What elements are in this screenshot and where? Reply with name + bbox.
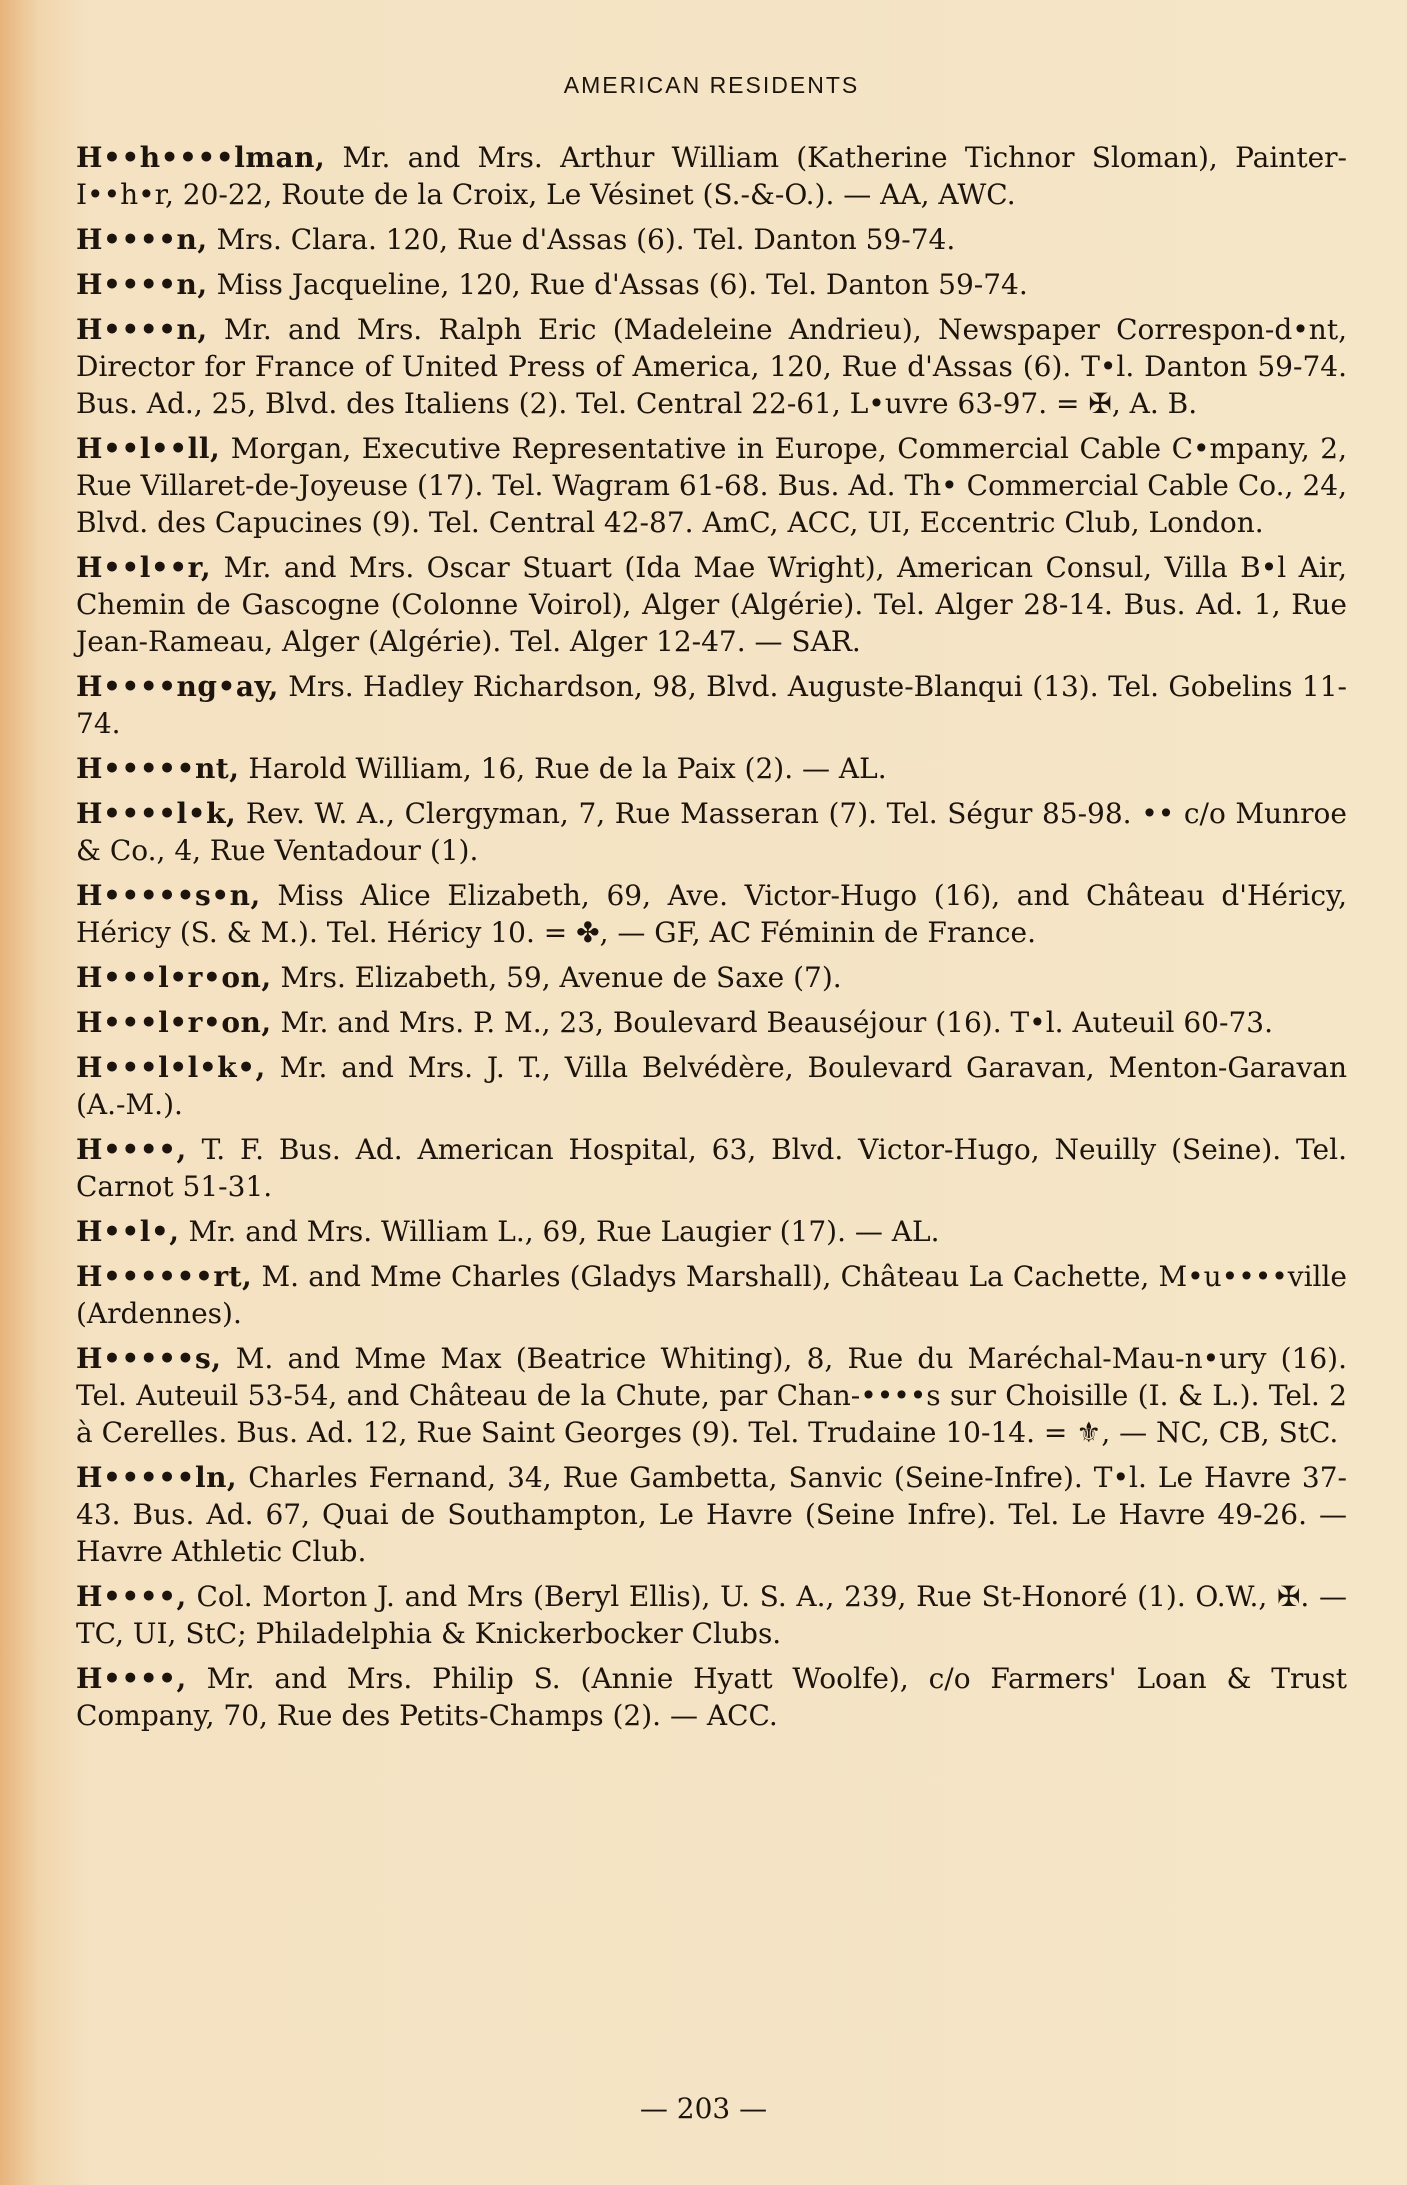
- directory-entry: [76, 795, 1347, 869]
- entry-details: Miss Jacqueline, 120, Rue d'Assas (6). Tel. Danton 59-74.: [216, 268, 1028, 301]
- directory-entry: [76, 221, 1347, 258]
- entry-details: Harold William, 16, Rue de la Paix (2). — AL.: [248, 752, 887, 785]
- entry-details: Mrs. Hadley Richardson, 98, Blvd. Auguste-Blanqui (13). Tel. Gobelins 11-74.: [76, 670, 1347, 740]
- entry-surname: H•••••s•n,: [76, 879, 261, 912]
- entry-surname: H••••l•k,: [76, 797, 237, 830]
- directory-entry: [76, 266, 1347, 303]
- directory-entry: [76, 668, 1347, 742]
- entry-surname: H••••••rt,: [76, 1260, 253, 1293]
- entry-details: Mr. and Mrs. J. T., Villa Belvédère, Boulevard Garavan, Menton-Garavan (A.-M.).: [76, 1051, 1348, 1121]
- directory-entry: [76, 1049, 1347, 1123]
- directory-entry: [76, 877, 1347, 951]
- directory-entry: [76, 1340, 1347, 1451]
- entry-details: Mrs. Elizabeth, 59, Avenue de Saxe (7).: [280, 961, 842, 994]
- directory-entry: [76, 430, 1347, 541]
- entry-surname: H••••n,: [76, 268, 208, 301]
- directory-entry: [76, 139, 1347, 213]
- entry-surname: H•••••s,: [76, 1342, 222, 1375]
- directory-entry: [76, 1004, 1347, 1041]
- entry-surname: H•••••nt,: [76, 752, 240, 785]
- entry-details: Charles Fernand, 34, Rue Gambetta, Sanvic (Seine-Infre). T•l. Le Havre 37-43. Bus. Ad. 67, Quai de Southampton, Le Havre (Seine Infre). Tel. Le Havre 49-26. — Havre Athletic Club.: [76, 1461, 1347, 1568]
- entry-surname: H•••l•r•on,: [76, 1006, 272, 1039]
- entry-surname: H••••,: [76, 1662, 187, 1695]
- directory-entry: [76, 549, 1347, 660]
- entries-list: [76, 139, 1347, 1734]
- entry-surname: H••••n,: [76, 223, 208, 256]
- entry-surname: H••••n,: [76, 313, 208, 346]
- directory-entry: [76, 1131, 1347, 1205]
- entry-surname: H•••••ln,: [76, 1461, 238, 1494]
- entry-details: M. and Mme Max (Beatrice Whiting), 8, Rue du Maréchal-Mau-n•ury (16). Tel. Auteuil 53-54, and Château de la Chute, par Chan-••••s sur Choisille (I. & L.). Tel. 2 à Cerelles. Bus. Ad. 12, Rue Saint Georges (9). Tel. Trudaine 10-14. = ⚜, — NC, CB, StC.: [76, 1342, 1347, 1449]
- entry-details: Col. Morton J. and Mrs (Beryl Ellis), U. S. A., 239, Rue St-Honoré (1). O.W., ✠. — TC, UI, StC; Philadelphia & Knickerbocker Clubs.: [76, 1580, 1347, 1650]
- entry-details: Rev. W. A., Clergyman, 7, Rue Masseran (7). Tel. Ségur 85-98. •• c/o Munroe & Co., 4, Rue Ventadour (1).: [76, 797, 1347, 867]
- directory-entry: [76, 750, 1347, 787]
- directory-entry: [76, 311, 1347, 422]
- entry-surname: H••l••ll,: [76, 432, 221, 465]
- entry-details: Mr. and Mrs. Philip S. (Annie Hyatt Woolfe), c/o Farmers' Loan & Trust Company, 70, Rue des Petits-Champs (2). — ACC.: [76, 1662, 1347, 1732]
- entry-details: Mrs. Clara. 120, Rue d'Assas (6). Tel. Danton 59-74.: [216, 223, 956, 256]
- entry-surname: H••••,: [76, 1580, 187, 1613]
- entry-surname: H••••,: [76, 1133, 187, 1166]
- entry-surname: H••••ng•ay,: [76, 670, 279, 703]
- entry-details: T. F. Bus. Ad. American Hospital, 63, Blvd. Victor-Hugo, Neuilly (Seine). Tel. Carnot 51-31.: [76, 1133, 1347, 1203]
- entry-details: Morgan, Executive Representative in Europe, Commercial Cable C•mpany, 2, Rue Villaret-de-Joyeuse (17). Tel. Wagram 61-68. Bus. Ad. Th• Commercial Cable Co., 24, Blvd. des Capucines (9). Tel. Central 42-87. AmC, ACC, UI, Eccentric Club, London.: [76, 432, 1347, 539]
- directory-entry: [76, 959, 1347, 996]
- entry-surname: H••l••r,: [76, 551, 212, 584]
- directory-entry: [76, 1258, 1347, 1332]
- directory-entry: [76, 1459, 1347, 1570]
- entry-details: Mr. and Mrs. P. M., 23, Boulevard Beauséjour (16). T•l. Auteuil 60-73.: [280, 1006, 1273, 1039]
- entry-details: M. and Mme Charles (Gladys Marshall), Château La Cachette, M•u••••ville (Ardennes).: [76, 1260, 1348, 1330]
- directory-entry: [76, 1660, 1347, 1734]
- entry-details: Mr. and Mrs. Oscar Stuart (Ida Mae Wright), American Consul, Villa B•l Air, Chemin de Gascogne (Colonne Voirol), Alger (Algérie). Tel. Alger 28-14. Bus. Ad. 1, Rue Jean-Rameau, Alger (Algérie). Tel. Alger 12-47. — SAR.: [76, 551, 1347, 658]
- entry-surname: H•••l•r•on,: [76, 961, 272, 994]
- entry-surname: H•••l•l•k•,: [76, 1051, 266, 1084]
- entry-surname: H••l•,: [76, 1215, 180, 1248]
- entry-details: Mr. and Mrs. Arthur William (Katherine Tichnor Sloman), Painter-I••h•r, 20-22, Route de la Croix, Le Vésinet (S.-&-O.). — AA, AWC.: [76, 141, 1348, 211]
- directory-entry: [76, 1213, 1347, 1250]
- entry-details: Mr. and Mrs. Ralph Eric (Madeleine Andrieu), Newspaper Correspon-d•nt, Director for France of United Press of America, 120, Rue d'Assas (6). T•l. Danton 59-74. Bus. Ad., 25, Blvd. des Italiens (2). Tel. Central 22-61, L•uvre 63-97. = ✠, A. B.: [76, 313, 1347, 420]
- running-head: AMERICAN RESIDENTS: [563, 72, 860, 98]
- entry-details: Mr. and Mrs. William L., 69, Rue Laugier (17). — AL.: [188, 1215, 940, 1248]
- directory-entry: [76, 1578, 1347, 1652]
- entry-surname: H••h••••lman,: [76, 141, 326, 174]
- page-number: — 203 —: [639, 2092, 768, 2125]
- entry-details: Miss Alice Elizabeth, 69, Ave. Victor-Hugo (16), and Château d'Héricy, Héricy (S. & M.). Tel. Héricy 10. = ✤, — GF, AC Féminin de France.: [76, 879, 1348, 949]
